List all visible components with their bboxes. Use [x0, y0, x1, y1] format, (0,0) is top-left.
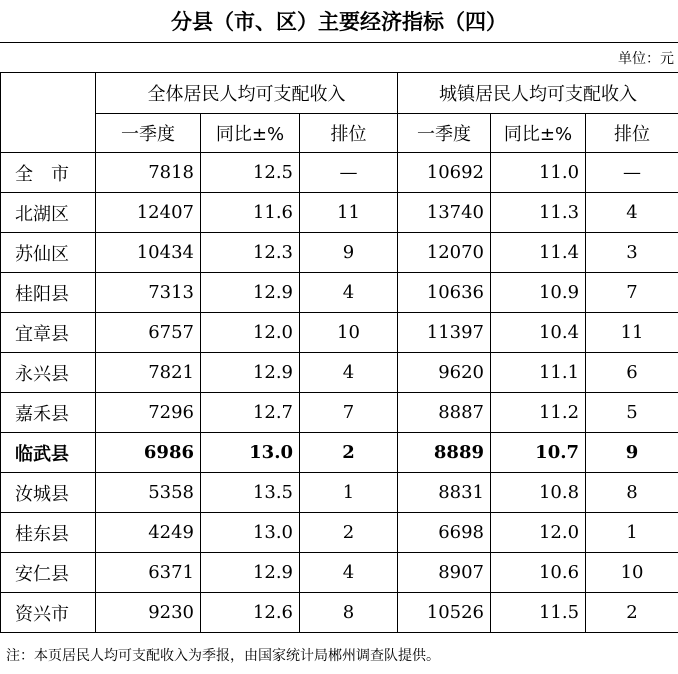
all-yoy-value: 12.6	[201, 593, 300, 633]
urban-rank-value: —	[586, 153, 678, 193]
table-row	[1, 433, 678, 473]
all-q1-value: 6371	[96, 553, 201, 593]
urban-q1-value: 6698	[398, 513, 491, 553]
col-header-rank: 排位	[586, 114, 678, 153]
urban-q1-value: 8907	[398, 553, 491, 593]
urban-rank-value: 8	[586, 473, 678, 513]
urban-yoy-value: 11.0	[491, 153, 586, 193]
region-name: 桂东县	[1, 513, 96, 553]
table-row	[1, 273, 678, 313]
footnote: 注：本页居民人均可支配收入为季报，由国家统计局郴州调查队提供。	[6, 648, 440, 664]
all-yoy-value: 12.9	[201, 353, 300, 393]
all-q1-value: 10434	[96, 233, 201, 273]
region-name: 全 市	[1, 153, 96, 193]
urban-rank-value: 5	[586, 393, 678, 433]
region-name: 资兴市	[1, 593, 96, 633]
table-body	[1, 153, 678, 633]
urban-rank-value: 2	[586, 593, 678, 633]
region-name: 北湖区	[1, 193, 96, 233]
all-yoy-value: 11.6	[201, 193, 300, 233]
all-yoy-value: 12.7	[201, 393, 300, 433]
all-rank-value: 7	[300, 393, 398, 433]
title-divider	[0, 42, 678, 43]
table-row	[1, 473, 678, 513]
indicator-table	[0, 72, 678, 633]
urban-q1-value: 8887	[398, 393, 491, 433]
urban-q1-value: 9620	[398, 353, 491, 393]
all-yoy-value: 13.0	[201, 433, 300, 473]
all-rank-value: 8	[300, 593, 398, 633]
region-name: 安仁县	[1, 553, 96, 593]
region-name: 嘉禾县	[1, 393, 96, 433]
urban-rank-value: 7	[586, 273, 678, 313]
urban-yoy-value: 10.6	[491, 553, 586, 593]
all-rank-value: 11	[300, 193, 398, 233]
urban-q1-value: 13740	[398, 193, 491, 233]
urban-q1-value: 8889	[398, 433, 491, 473]
table-row	[1, 553, 678, 593]
all-rank-value: 9	[300, 233, 398, 273]
urban-yoy-value: 11.2	[491, 393, 586, 433]
region-name: 临武县	[1, 433, 96, 473]
all-rank-value: 10	[300, 313, 398, 353]
corner-cell	[1, 73, 96, 153]
all-q1-value: 7313	[96, 273, 201, 313]
region-name: 苏仙区	[1, 233, 96, 273]
urban-rank-value: 3	[586, 233, 678, 273]
all-rank-value: 4	[300, 273, 398, 313]
all-yoy-value: 12.3	[201, 233, 300, 273]
table-row	[1, 513, 678, 553]
urban-rank-value: 10	[586, 553, 678, 593]
all-q1-value: 4249	[96, 513, 201, 553]
urban-yoy-value: 10.7	[491, 433, 586, 473]
urban-q1-value: 10526	[398, 593, 491, 633]
region-name: 汝城县	[1, 473, 96, 513]
all-yoy-value: 12.9	[201, 553, 300, 593]
urban-yoy-value: 11.3	[491, 193, 586, 233]
region-name: 桂阳县	[1, 273, 96, 313]
all-rank-value: 2	[300, 513, 398, 553]
all-q1-value: 9230	[96, 593, 201, 633]
urban-yoy-value: 10.8	[491, 473, 586, 513]
urban-q1-value: 10692	[398, 153, 491, 193]
all-yoy-value: 13.0	[201, 513, 300, 553]
urban-rank-value: 11	[586, 313, 678, 353]
urban-rank-value: 1	[586, 513, 678, 553]
urban-yoy-value: 10.9	[491, 273, 586, 313]
table-row	[1, 353, 678, 393]
urban-q1-value: 8831	[398, 473, 491, 513]
urban-rank-value: 9	[586, 433, 678, 473]
all-q1-value: 5358	[96, 473, 201, 513]
urban-q1-value: 10636	[398, 273, 491, 313]
col-header-q1: 一季度	[398, 114, 491, 153]
urban-yoy-value: 12.0	[491, 513, 586, 553]
all-q1-value: 6986	[96, 433, 201, 473]
all-q1-value: 6757	[96, 313, 201, 353]
urban-yoy-value: 11.5	[491, 593, 586, 633]
all-q1-value: 7818	[96, 153, 201, 193]
all-q1-value: 12407	[96, 193, 201, 233]
urban-rank-value: 4	[586, 193, 678, 233]
table-row	[1, 153, 678, 193]
all-rank-value: 2	[300, 433, 398, 473]
table-row	[1, 593, 678, 633]
region-name: 宜章县	[1, 313, 96, 353]
urban-yoy-value: 11.1	[491, 353, 586, 393]
col-header-rank: 排位	[300, 114, 398, 153]
urban-yoy-value: 10.4	[491, 313, 586, 353]
urban-q1-value: 12070	[398, 233, 491, 273]
table-row	[1, 233, 678, 273]
group-header-all-residents: 全体居民人均可支配收入	[96, 73, 398, 114]
col-header-yoy: 同比±%	[201, 114, 300, 153]
all-rank-value: 4	[300, 353, 398, 393]
col-header-yoy: 同比±%	[491, 114, 586, 153]
table-row	[1, 313, 678, 353]
all-rank-value: —	[300, 153, 398, 193]
region-name: 永兴县	[1, 353, 96, 393]
page-title: 分县（市、区）主要经济指标（四）	[171, 10, 507, 34]
all-yoy-value: 12.9	[201, 273, 300, 313]
table-row	[1, 193, 678, 233]
all-rank-value: 4	[300, 553, 398, 593]
urban-rank-value: 6	[586, 353, 678, 393]
urban-q1-value: 11397	[398, 313, 491, 353]
all-yoy-value: 12.5	[201, 153, 300, 193]
all-q1-value: 7296	[96, 393, 201, 433]
table-row	[1, 393, 678, 433]
all-rank-value: 1	[300, 473, 398, 513]
unit-label: 单位：元	[618, 51, 674, 67]
all-yoy-value: 12.0	[201, 313, 300, 353]
all-yoy-value: 13.5	[201, 473, 300, 513]
all-q1-value: 7821	[96, 353, 201, 393]
group-header-urban-residents: 城镇居民人均可支配收入	[398, 73, 678, 114]
urban-yoy-value: 11.4	[491, 233, 586, 273]
col-header-q1: 一季度	[96, 114, 201, 153]
